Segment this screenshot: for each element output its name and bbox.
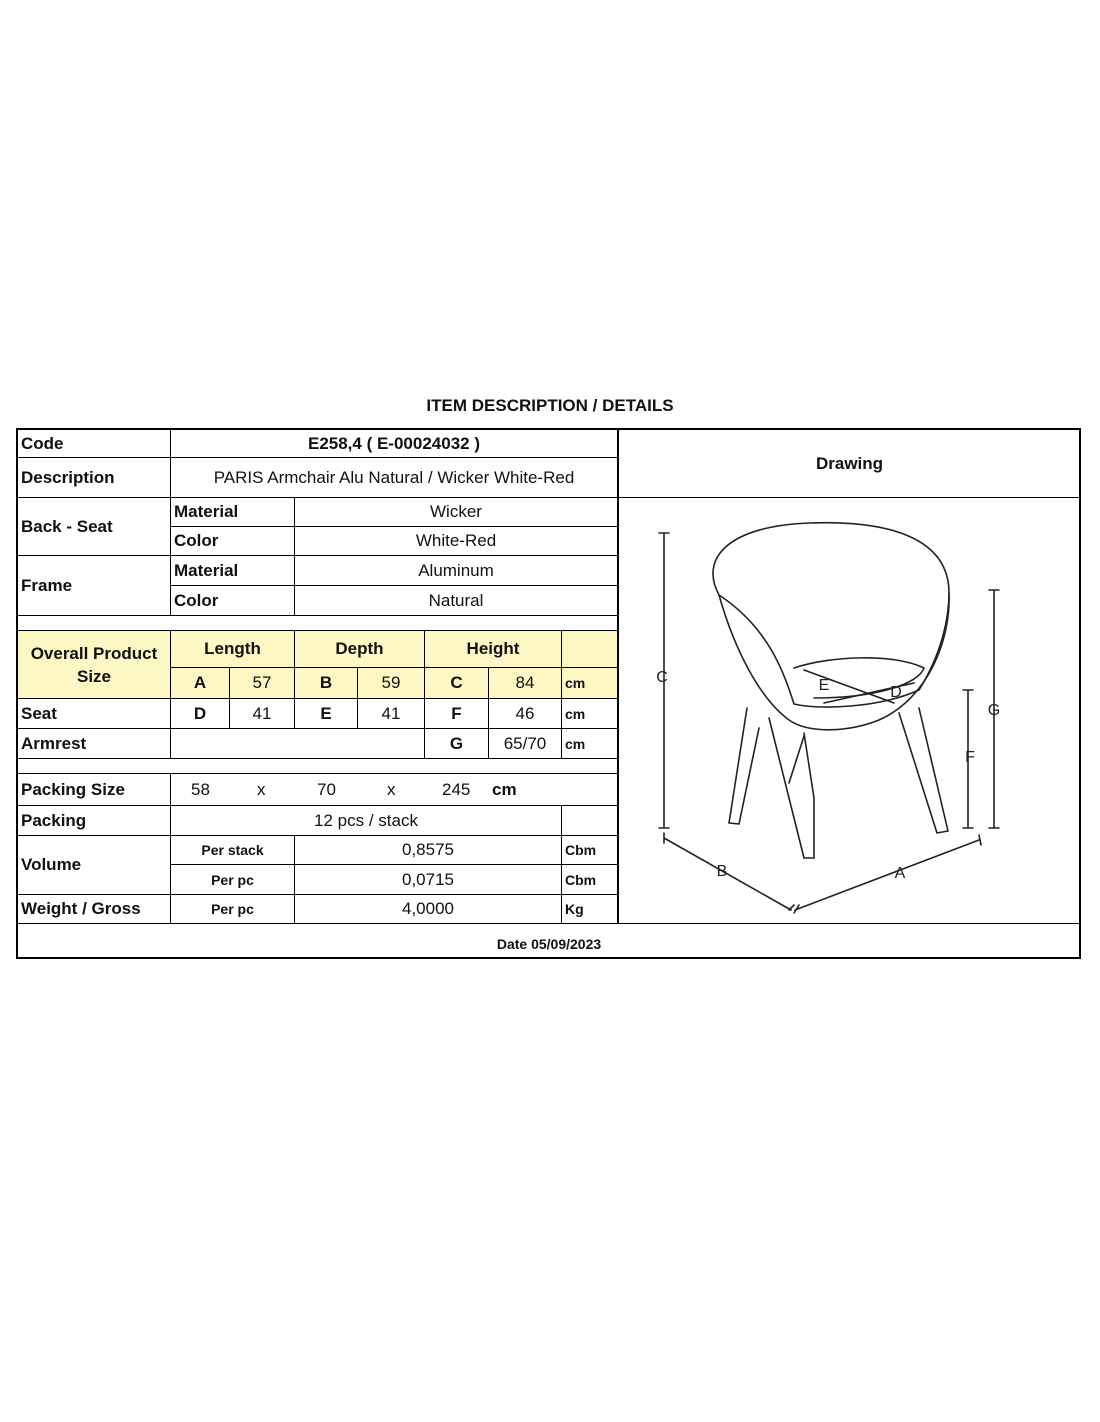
drawing-header: Drawing xyxy=(618,430,1080,498)
packing-size-unit: cm xyxy=(492,779,517,799)
dim-g-label: G xyxy=(425,729,489,759)
spacer-row-2 xyxy=(18,759,618,774)
letter-c: C xyxy=(656,669,668,686)
letter-f: F xyxy=(965,749,975,766)
dim-a-label: A xyxy=(171,668,230,699)
chair-leg-front-left xyxy=(729,708,759,824)
volume-label: Volume xyxy=(18,836,171,895)
volume-unit-2: Cbm xyxy=(562,865,618,895)
back-seat-material-label: Material xyxy=(171,498,295,527)
dim-e-value: 41 xyxy=(358,699,425,729)
packing-size-x1: x xyxy=(257,779,266,799)
volume-per-stack-label: Per stack xyxy=(171,836,295,865)
back-seat-color-label: Color xyxy=(171,527,295,556)
dim-d-value: 41 xyxy=(230,699,295,729)
dim-f-label: F xyxy=(425,699,489,729)
packing-size-x2: x xyxy=(387,779,396,799)
dim-b-value: 59 xyxy=(358,668,425,699)
dim-a-value: 57 xyxy=(230,668,295,699)
chair-shell-outer xyxy=(713,523,949,730)
page-title: ITEM DESCRIPTION / DETAILS xyxy=(426,396,674,415)
weight-label: Weight / Gross xyxy=(18,895,171,924)
description-value: PARIS Armchair Alu Natural / Wicker White-Red xyxy=(171,458,618,498)
packing-label: Packing xyxy=(18,806,171,836)
unit-header-empty xyxy=(562,631,618,668)
packing-unit-empty xyxy=(562,806,618,836)
description-label: Description xyxy=(18,458,171,498)
code-label: Code xyxy=(18,430,171,458)
letter-b: B xyxy=(716,863,728,880)
weight-unit: Kg xyxy=(562,895,618,924)
frame-material-value: Aluminum xyxy=(295,556,618,586)
packing-value: 12 pcs / stack xyxy=(171,806,562,836)
dim-c-label: C xyxy=(425,668,489,699)
chair-drawing xyxy=(619,498,1081,923)
volume-unit-1: Cbm xyxy=(562,836,618,865)
frame-color-label: Color xyxy=(171,586,295,616)
chair-seat xyxy=(794,658,924,698)
chair-leg-back-left xyxy=(769,718,814,858)
dim-b-label: B xyxy=(295,668,358,699)
chair-leg-front-right xyxy=(899,708,948,833)
weight-per-pc-label: Per pc xyxy=(171,895,295,924)
dim-f-value: 46 xyxy=(489,699,562,729)
weight-value: 4,0000 xyxy=(295,895,562,924)
date-label: Date 05/09/2023 xyxy=(496,936,602,952)
overall-unit: cm xyxy=(562,668,618,699)
dimension-a-line xyxy=(794,835,981,913)
letter-e: E xyxy=(818,677,830,694)
dim-e-label: E xyxy=(295,699,358,729)
dim-g-value: 65/70 xyxy=(489,729,562,759)
letter-g: G xyxy=(987,702,1001,719)
volume-per-stack-value: 0,8575 xyxy=(295,836,562,865)
volume-per-pc-label: Per pc xyxy=(171,865,295,895)
armrest-unit: cm xyxy=(562,729,618,759)
frame-color-value: Natural xyxy=(295,586,618,616)
packing-size-depth: 70 xyxy=(317,779,336,799)
back-seat-color-value: White-Red xyxy=(295,527,618,556)
packing-size-row xyxy=(171,774,618,806)
item-details-sheet xyxy=(16,428,1081,959)
chair-shell-inner xyxy=(719,593,949,707)
letter-d: D xyxy=(890,684,902,701)
seat-label: Seat xyxy=(18,699,171,729)
packing-size-height: 245 xyxy=(442,779,471,799)
chair-leg-back-left-2 xyxy=(789,736,804,783)
depth-header: Depth xyxy=(295,631,425,668)
chair-drawing-panel xyxy=(618,498,1080,924)
volume-per-pc-value: 0,0715 xyxy=(295,865,562,895)
spacer-row xyxy=(18,616,618,631)
back-seat-label: Back - Seat xyxy=(18,498,171,556)
code-value: E258,4 ( E-00024032 ) xyxy=(171,430,618,458)
back-seat-material-value: Wicker xyxy=(295,498,618,527)
armrest-empty xyxy=(171,729,425,759)
seat-unit: cm xyxy=(562,699,618,729)
length-header: Length xyxy=(171,631,295,668)
letter-a: A xyxy=(894,865,906,882)
dim-d-label: D xyxy=(171,699,230,729)
packing-size-width: 58 xyxy=(191,779,210,799)
dim-c-value: 84 xyxy=(489,668,562,699)
overall-size-label: Overall Product Size xyxy=(18,631,171,699)
dimension-b-line xyxy=(664,833,794,910)
armrest-label: Armrest xyxy=(18,729,171,759)
frame-material-label: Material xyxy=(171,556,295,586)
height-header: Height xyxy=(425,631,562,668)
frame-label: Frame xyxy=(18,556,171,616)
packing-size-label: Packing Size xyxy=(18,774,171,806)
